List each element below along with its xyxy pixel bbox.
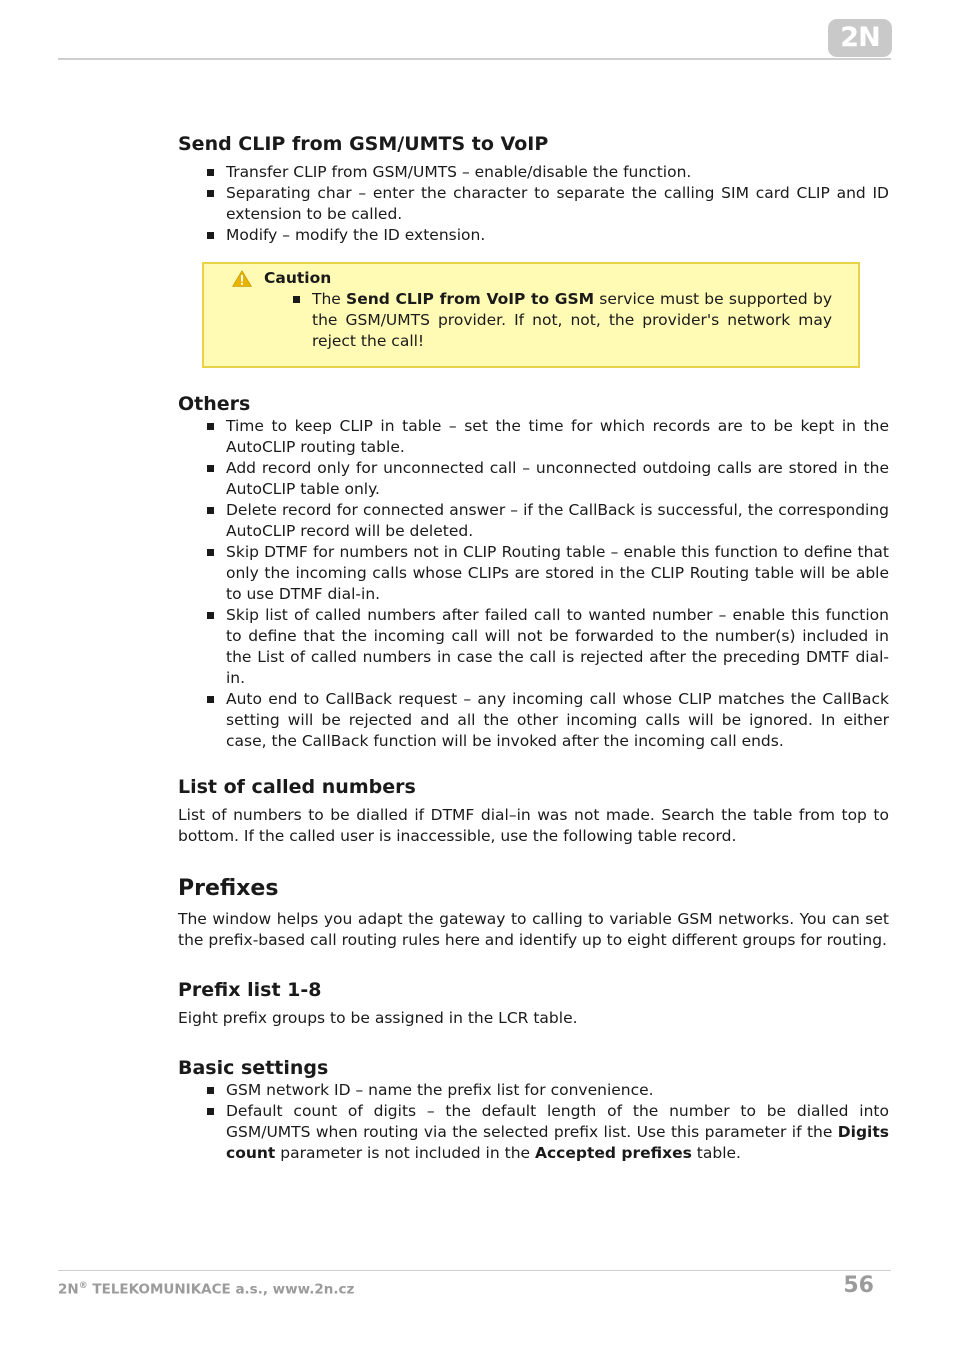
send-clip-list <box>178 162 889 246</box>
list-item: Add record only for unconnected call – unconnected outdoing calls are stored in the AutoCLIP table only. <box>226 459 889 498</box>
list-item: GSM network ID – name the prefix list for convenience. <box>226 1080 889 1101</box>
others-list <box>178 416 889 752</box>
list-item: Modify – modify the ID extension. <box>226 225 889 246</box>
text-run: table. <box>691 1144 741 1162</box>
basic-settings-list <box>178 1080 889 1164</box>
text-run: parameter is not included in the <box>275 1144 535 1162</box>
list-item: Delete record for connected answer – if the CallBack is successful, the corresponding AutoCLIP record will be deleted. <box>226 501 889 540</box>
warning-triangle-icon <box>232 270 252 287</box>
caution-box <box>202 262 860 368</box>
company-logo: 2N <box>828 19 892 57</box>
section-title-send-clip: Send CLIP from GSM/UMTS to VoIP <box>178 133 549 155</box>
footer-rule <box>58 1270 891 1271</box>
text-run-bold: Accepted prefixes <box>534 1144 692 1162</box>
section-title-prefix-list: Prefix list 1-8 <box>178 979 322 1001</box>
list-item: Separating char – enter the character to separate the calling SIM card CLIP and ID extension to be called. <box>226 184 889 223</box>
page-number: 56 <box>843 1273 874 1298</box>
footer-company-rest: TELEKOMUNIKACE a.s., www.2n.cz <box>87 1281 355 1298</box>
text-run: Default count of digits – the default length of the number to be dialled into GSM/UMTS when routing via the selected prefix list. Use this parameter if the <box>226 1102 889 1141</box>
caution-text-prefix: The <box>312 290 347 308</box>
prefix-list-text: Eight prefix groups to be assigned in the LCR table. <box>178 1009 578 1027</box>
prefixes-text: The window helps you adapt the gateway to calling to variable GSM networks. You can set the prefix-based call routing rules here and identify up to eight different groups for routing. <box>178 910 889 949</box>
page-content <box>178 130 889 1164</box>
section-send-clip <box>178 132 889 246</box>
caution-header <box>232 268 832 289</box>
list-item: Skip DTMF for numbers not in CLIP Routing table – enable this function to define that only the incoming calls whose CLIPs are stored in the CLIP Routing table will be able to use DTMF dial-in. <box>226 543 889 603</box>
list-item: Auto end to CallBack request – any incoming call whose CLIP matches the CallBack setting will be rejected and all the other incoming calls will be ignored. In either case, the CallBack function will be invoked after the incoming call ends. <box>226 690 889 750</box>
list-item <box>226 1101 889 1164</box>
footer-company <box>58 1281 354 1298</box>
section-title-basic-settings: Basic settings <box>178 1057 329 1079</box>
registered-mark: ® <box>78 1281 88 1291</box>
caution-item <box>312 289 832 352</box>
list-called-text: List of numbers to be dialled if DTMF dial–in was not made. Search the table from top to bottom. If the called user is inaccessible, use the following table record. <box>178 806 889 845</box>
section-title-others: Others <box>178 393 251 415</box>
list-item: Skip list of called numbers after failed call to wanted number – enable this function to define that the incoming call will not be forwarded to the number(s) included in the List of called numbers in case the call is rejected after the preceding DMTF dial-in. <box>226 606 889 687</box>
list-item: Transfer CLIP from GSM/UMTS – enable/disable the function. <box>226 162 889 183</box>
text-run-bold: Digits count <box>226 1123 889 1162</box>
header-rule <box>58 58 891 60</box>
list-item: Time to keep CLIP in table – set the time for which records are to be kept in the AutoCLIP routing table. <box>226 417 889 456</box>
caution-text-suffix: service must be supported by the GSM/UMTS provider. If not, not, the provider's network may reject the call! <box>312 290 832 350</box>
caution-text-bold: Send CLIP from VoIP to GSM <box>346 290 595 308</box>
footer-company-prefix: 2N <box>58 1281 79 1298</box>
caution-list <box>232 289 832 352</box>
section-title-prefixes: Prefixes <box>178 876 279 901</box>
section-title-list-called: List of called numbers <box>178 776 416 798</box>
caution-title: Caution <box>264 269 332 287</box>
